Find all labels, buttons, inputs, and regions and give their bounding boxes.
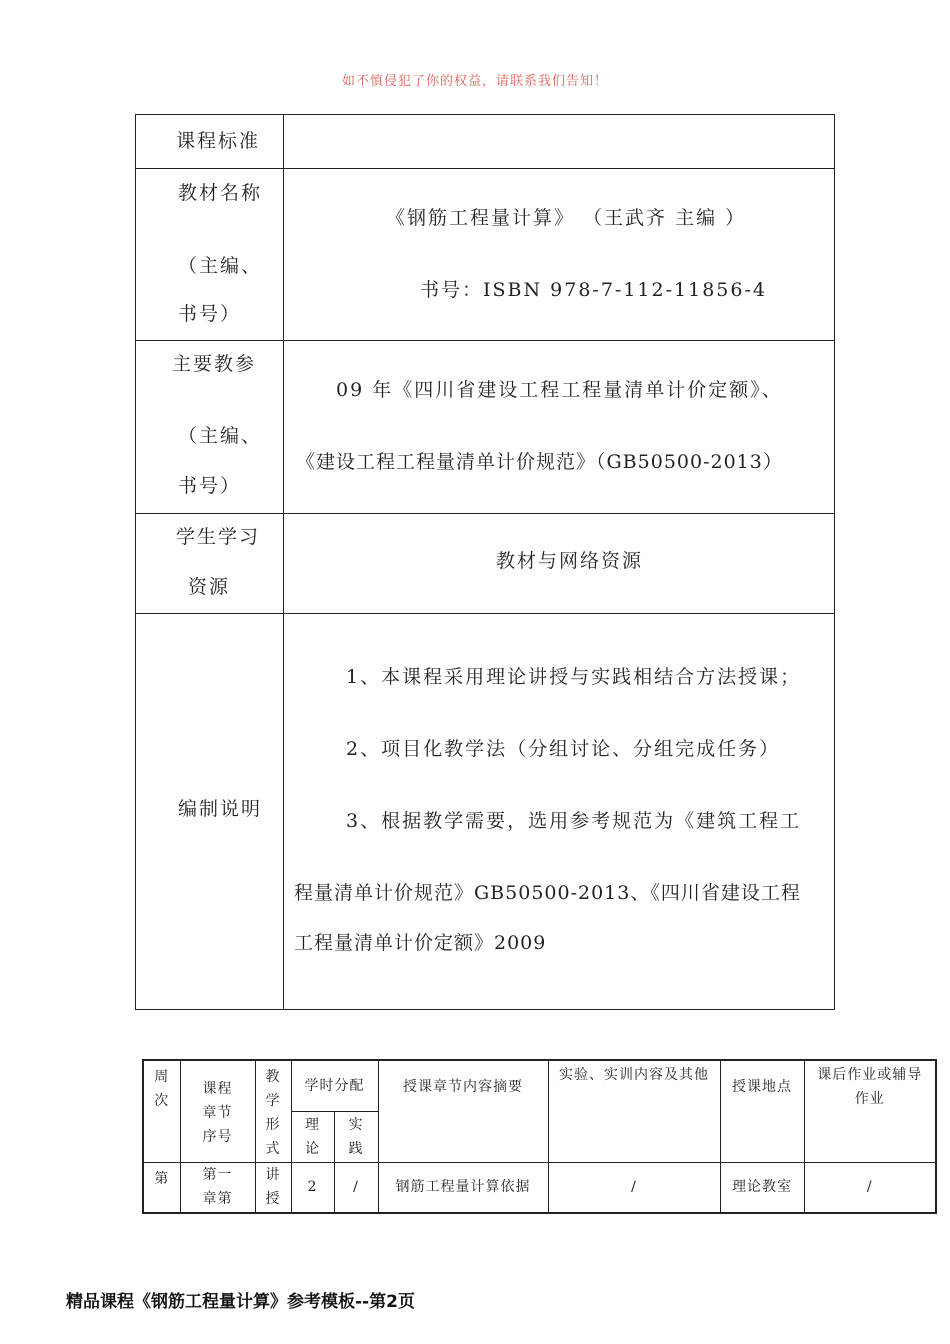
column-header-hours: 学时分配: [291, 1060, 378, 1111]
cell-chapter: 第一章第: [180, 1162, 255, 1213]
label-cell: [136, 169, 284, 341]
column-header-summary: 授课章节内容摘要: [378, 1060, 548, 1162]
table-row: [136, 341, 835, 514]
table-row: [143, 1162, 936, 1213]
course-info-table: [135, 114, 835, 1010]
table-row: [136, 169, 835, 341]
cell-week: 第: [143, 1162, 180, 1213]
column-header-week: 周次: [143, 1060, 180, 1162]
cell-summary: 钢筋工程量计算依据: [378, 1162, 548, 1213]
resources-value-cell: [284, 514, 835, 614]
note-item: 工程量清单计价定额》2009: [294, 932, 547, 954]
table-header-row: [143, 1060, 936, 1111]
label-cell: [136, 341, 284, 514]
cell-form: 讲授: [255, 1162, 291, 1213]
resources-label: 学生学习: [176, 526, 261, 548]
teaching-schedule-table: [142, 1059, 937, 1214]
notes-value-cell: [284, 614, 835, 1010]
cell-lab: /: [548, 1162, 720, 1213]
label-cell: [136, 614, 284, 1010]
column-header-homework: 课后作业或辅导作业: [804, 1060, 936, 1162]
textbook-title: 《钢筋工程量计算》 （王武齐 主编 ）: [386, 207, 747, 229]
column-header-place: 授课地点: [720, 1060, 804, 1162]
cell-place: 理论教室: [720, 1162, 804, 1213]
resources-value: 教材与网络资源: [496, 550, 644, 572]
column-header-theory: 理论: [291, 1111, 334, 1162]
label-cell: [136, 514, 284, 614]
table-row: [136, 614, 835, 1010]
textbook-value-cell: [284, 169, 835, 341]
column-header-chapter: 课程章节序号: [180, 1060, 255, 1162]
note-item: 3、根据教学需要，选用参考规范为《建筑工程工: [346, 810, 802, 832]
cell-theory: 2: [291, 1162, 334, 1213]
column-header-practice: 实践: [334, 1111, 378, 1162]
reference-value-cell: [284, 341, 835, 514]
note-item: 2、项目化教学法（分组讨论、分组完成任务）: [346, 738, 781, 760]
standard-label: 课程标准: [176, 130, 261, 152]
note-item: 程量清单计价规范》GB50500-2013、《四川省建设工程: [294, 882, 801, 904]
cell-practice: /: [334, 1162, 378, 1213]
textbook-label: 教材名称: [178, 182, 263, 204]
copyright-notice: 如不慎侵犯了你的权益，请联系我们告知！: [341, 74, 608, 89]
textbook-isbn: 书号：ISBN 978-7-112-11856-4: [420, 279, 767, 301]
notes-label: 编制说明: [178, 798, 263, 820]
column-header-form: 教学形式: [255, 1060, 291, 1162]
textbook-label: 书号）: [178, 303, 242, 325]
reference-label: 书号）: [178, 475, 242, 497]
label-cell: [136, 115, 284, 169]
textbook-label: （主编、: [178, 255, 263, 277]
reference-line: 《建设工程工程量清单计价规范》（GB50500-2013）: [296, 451, 783, 473]
page-footer: 精品课程《钢筋工程量计算》参考模板--第2页: [66, 1292, 415, 1312]
table-row: [136, 115, 835, 169]
reference-label: 主要教参: [172, 353, 257, 375]
reference-label: （主编、: [178, 425, 263, 447]
reference-line: 09 年《四川省建设工程工程量清单计价定额》、: [336, 379, 783, 401]
cell-homework: /: [804, 1162, 936, 1213]
column-header-lab: 实验、实训内容及其他: [548, 1060, 720, 1162]
table-row: [136, 514, 835, 614]
resources-label: 资源: [188, 576, 231, 598]
note-item: 1、本课程采用理论讲授与实践相结合方法授课；: [346, 666, 802, 688]
standard-value-cell: [284, 115, 835, 169]
